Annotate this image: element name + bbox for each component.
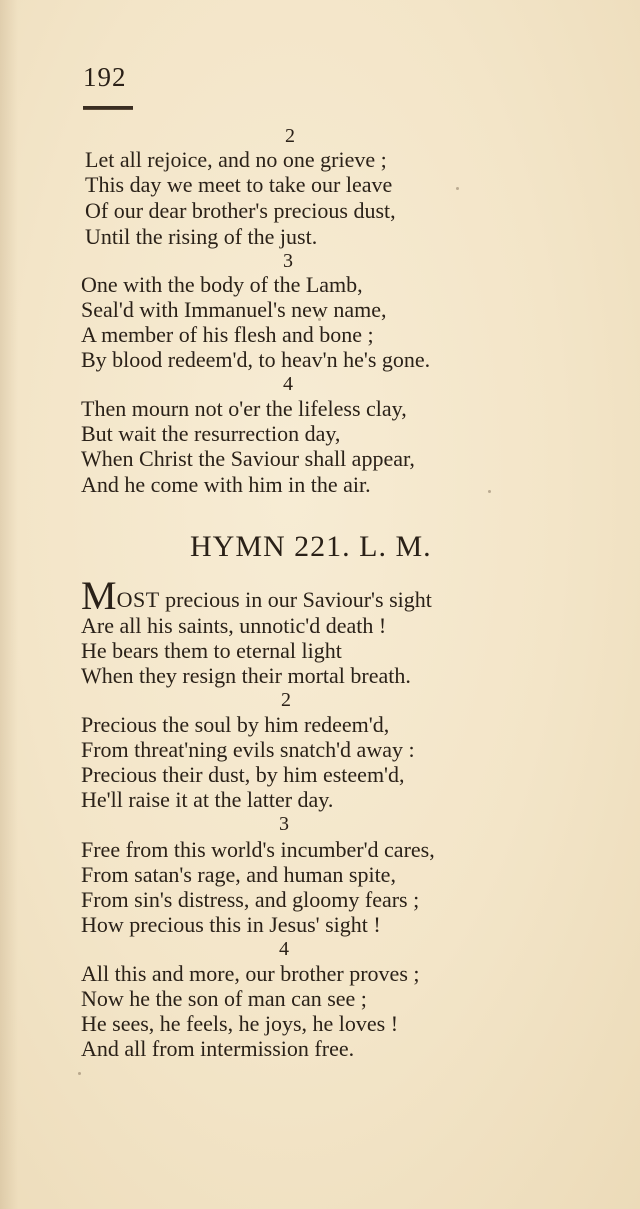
hymn-title: HYMN 221. L. M. — [190, 530, 432, 563]
paper-speck — [78, 1072, 81, 1075]
verse-line: This day we meet to take our leave — [85, 172, 393, 197]
header-rule — [83, 106, 133, 110]
verse-line: Now he the son of man can see ; — [81, 986, 367, 1011]
stanza-number: 2 — [281, 689, 291, 711]
verse-line: Let all rejoice, and no one grieve ; — [85, 147, 387, 172]
verse-line: When Christ the Saviour shall appear, — [81, 446, 415, 471]
verse-line: Until the rising of the just. — [85, 224, 318, 249]
verse-line: But wait the resurrection day, — [81, 421, 341, 446]
paper-speck — [318, 318, 321, 321]
page-number: 192 — [83, 62, 127, 92]
verse-line: He'll raise it at the latter day. — [81, 787, 334, 812]
verse-line: From satan's rage, and human spite, — [81, 862, 396, 887]
stanza-number: 3 — [283, 250, 293, 272]
verse-line: Precious their dust, by him esteem'd, — [81, 762, 405, 787]
first-word-caps: OST — [116, 587, 160, 612]
verse-line: A member of his flesh and bone ; — [81, 322, 374, 347]
verse-line: He sees, he feels, he joys, he loves ! — [81, 1011, 399, 1036]
first-line-rest: precious in our Saviour's sight — [159, 587, 432, 612]
verse-line: By blood redeem'd, to heav'n he's gone. — [81, 347, 431, 372]
verse-line: Seal'd with Immanuel's new name, — [81, 297, 387, 322]
verse-line: Free from this world's incumber'd cares, — [81, 837, 435, 862]
paper-speck — [456, 187, 459, 190]
stanza-number: 3 — [279, 813, 289, 835]
page-edge-shadow — [0, 0, 18, 1209]
paper-speck — [488, 490, 491, 493]
verse-line: How precious this in Jesus' sight ! — [81, 912, 381, 937]
verse-line: When they resign their mortal breath. — [81, 663, 411, 688]
verse-line: From sin's distress, and gloomy fears ; — [81, 887, 420, 912]
verse-line: He bears them to eternal light — [81, 638, 342, 663]
verse-line: And he come with him in the air. — [81, 472, 371, 497]
verse-line: Then mourn not o'er the lifeless clay, — [81, 396, 407, 421]
verse-line: From threat'ning evils snatch'd away : — [81, 737, 415, 762]
stanza-number: 2 — [285, 125, 295, 147]
verse-line: Are all his saints, unnotic'd death ! — [81, 613, 387, 638]
verse-line: All this and more, our brother proves ; — [81, 961, 420, 986]
verse-line: And all from intermission free. — [81, 1036, 355, 1061]
verse-line: Precious the soul by him redeem'd, — [81, 712, 390, 737]
stanza-number: 4 — [283, 373, 293, 395]
verse-line: Of our dear brother's precious dust, — [85, 198, 396, 223]
stanza-number: 4 — [279, 938, 289, 960]
verse-line-first — [81, 573, 432, 618]
verse-line: One with the body of the Lamb, — [81, 272, 363, 297]
drop-cap: M — [81, 573, 117, 618]
